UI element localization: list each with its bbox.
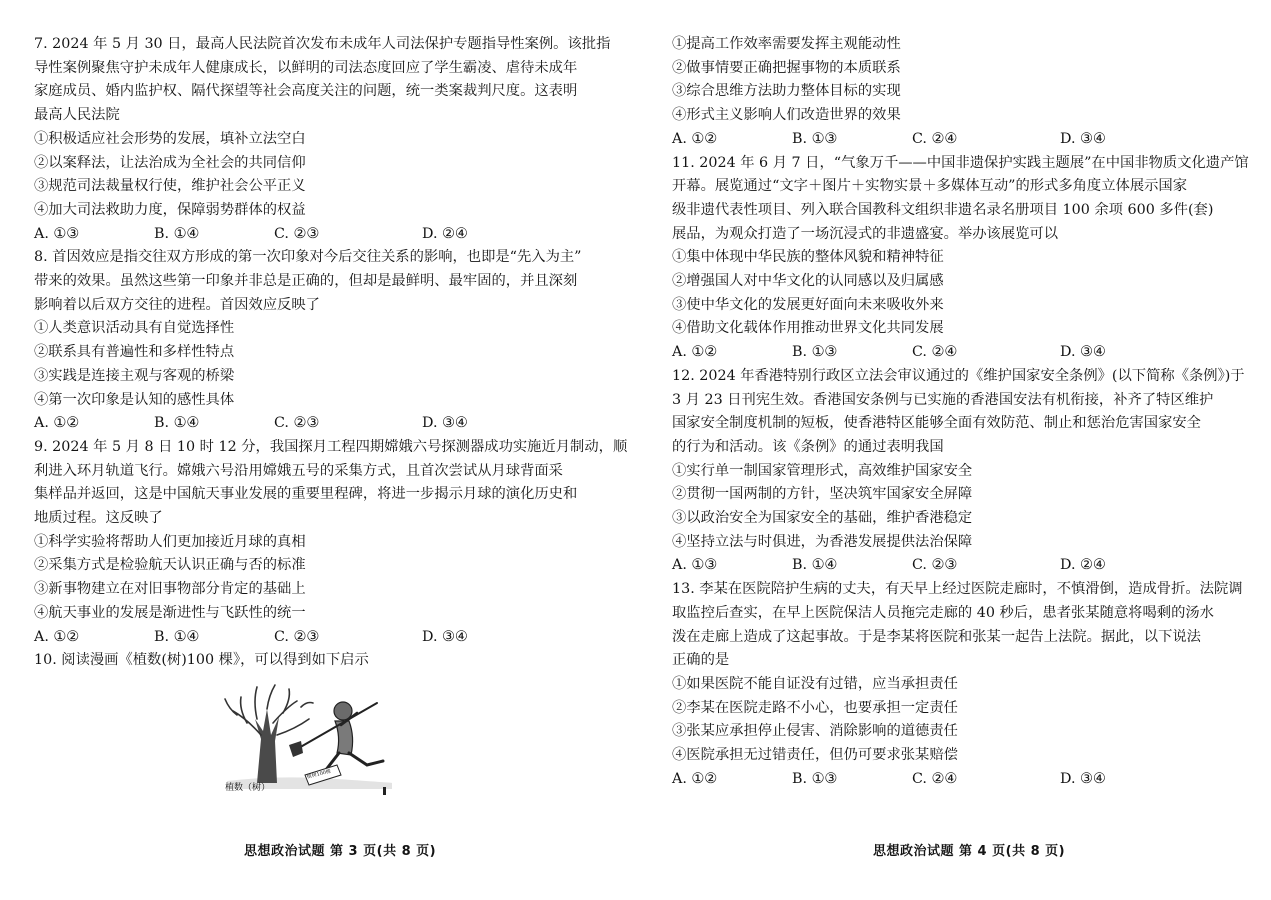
question-text-line: 地质过程。这反映了 [34, 510, 163, 527]
answer-choices [672, 768, 1242, 792]
statement-option: ①科学实验将帮助人们更加接近月球的真相 [34, 533, 306, 550]
statement-option: ④借助文化载体作用推动世界文化共同发展 [672, 320, 944, 337]
question-9 [34, 436, 628, 649]
answer-choice-d: D. ②④ [1060, 557, 1106, 574]
answer-choice-c: C. ②③ [274, 628, 320, 645]
question-text-line: 10. 阅读漫画《植数(树)100 棵》，可以得到如下启示 [34, 652, 369, 669]
answer-choices [34, 626, 604, 650]
page-footer-left: 思想政治试题 第 3 页(共 8 页) [244, 844, 437, 859]
comic-illustration [217, 679, 397, 799]
question-text-line: 最高人民法院 [34, 107, 120, 124]
statement-option: ③使中华文化的发展更好面向未来吸收外来 [672, 296, 944, 313]
question-13 [672, 578, 1242, 791]
statement-option: ①提高工作效率需要发挥主观能动性 [672, 36, 901, 52]
statement-option: ②联系具有普遍性和多样性特点 [34, 344, 235, 361]
question-text-line: 导性案例聚焦守护未成年人健康成长，以鲜明的司法态度回应了学生霸凌、虐待未成年 [34, 59, 578, 76]
question-text-line: 7. 2024 年 5 月 30 日，最高人民法院首次发布未成年人司法保护专题指导性案例。该批指 [34, 36, 611, 52]
comic-caption: 植数（树） [225, 782, 271, 793]
question-text-line: 影响着以后双方交往的进程。首因效应反映了 [34, 296, 320, 313]
answer-choice-a: A. ①② [672, 344, 718, 361]
question-text-line: 正确的是 [672, 652, 730, 669]
statement-option: ④第一次印象是认知的感性具体 [34, 391, 235, 408]
answer-choice-c: C. ②④ [912, 770, 958, 787]
question-12 [672, 365, 1245, 578]
statement-option: ①积极适应社会形势的发展，填补立法空白 [34, 130, 306, 147]
question-text-line: 的行为和活动。该《条例》的通过表明我国 [672, 438, 944, 455]
question-text-line: 带来的效果。虽然这些第一印象并非总是正确的，但却是最鲜明、最牢固的，并且深刻 [34, 273, 578, 290]
statement-option: ③张某应承担停止侵害、消除影响的道德责任 [672, 723, 958, 740]
answer-choice-d: D. ③④ [422, 628, 468, 645]
statement-option: ④形式主义影响人们改造世界的效果 [672, 107, 901, 124]
answer-choice-d: D. ③④ [1060, 344, 1106, 361]
question-7 [34, 33, 611, 246]
question-text-line: 13. 李某在医院陪护生病的丈夫，有天早上经过医院走廊时，不慎滑倒，造成骨折。法院调 [672, 581, 1243, 598]
answer-choice-c: C. ②③ [274, 225, 320, 242]
answer-choice-a: A. ①② [672, 130, 718, 147]
answer-choice-b: B. ①④ [154, 415, 200, 432]
answer-choices [672, 128, 1242, 152]
answer-choice-d: D. ③④ [1060, 770, 1106, 787]
answer-choice-b: B. ①③ [792, 130, 838, 147]
answer-choices [34, 223, 604, 247]
right-page [672, 33, 1249, 792]
statement-option: ②做事情要正确把握事物的本质联系 [672, 59, 901, 76]
question-text-line: 3 月 23 日刊宪生效。香港国安条例与已实施的香港国安法有机衔接，补齐了特区维护 [672, 391, 1214, 408]
question-text-line: 9. 2024 年 5 月 8 日 10 时 12 分，我国探月工程四期嫦娥六号探测器成功实施近月制动，顺 [34, 438, 628, 455]
answer-choice-a: A. ①② [34, 628, 80, 645]
statement-option: ①人类意识活动具有自觉选择性 [34, 320, 235, 337]
question-text-line: 取监控后查实，在早上医院保洁人员拖完走廊的 40 秒后，患者张某随意将喝剩的汤水 [672, 604, 1214, 621]
question-text-line: 家庭成员、婚内监护权、隔代探望等社会高度关注的问题，统一类案裁判尺度。这表明 [34, 83, 578, 100]
statement-option: ④加大司法救助力度，保障弱势群体的权益 [34, 201, 306, 218]
answer-choice-d: D. ③④ [422, 415, 468, 432]
question-text-line: 级非遗代表性项目、列入联合国教科文组织非遗名录名册项目 100 余项 600 多件(套) [672, 201, 1214, 218]
answer-choices [672, 341, 1242, 365]
statement-option: ③以政治安全为国家安全的基础，维护香港稳定 [672, 510, 973, 527]
statement-option: ③实践是连接主观与客观的桥梁 [34, 367, 235, 384]
answer-choices [672, 554, 1242, 578]
statement-option: ②以案释法，让法治成为全社会的共同信仰 [34, 154, 306, 171]
statement-option: ④航天事业的发展是渐进性与飞跃性的统一 [34, 604, 306, 621]
question-text-line: 集样品并返回，这是中国航天事业发展的重要里程碑，将进一步揭示月球的演化历史和 [34, 486, 578, 503]
statement-option: ②李某在医院走路不小心，也要承担一定责任 [672, 699, 958, 716]
answer-choices [34, 412, 604, 436]
question-text-line: 泼在走廊上造成了这起事故。于是李某将医院和张某一起告上法院。据此，以下说法 [672, 628, 1201, 645]
statement-option: ②采集方式是检验航天认识正确与否的标准 [34, 557, 306, 574]
answer-choice-a: A. ①③ [34, 225, 80, 242]
answer-choice-a: A. ①② [34, 415, 80, 432]
statement-option: ②增强国人对中华文化的认同感以及归属感 [672, 273, 944, 290]
answer-choice-b: B. ①④ [154, 628, 200, 645]
question-text-line: 展品，为观众打造了一场沉浸式的非遗盛宴。举办该展览可以 [672, 225, 1059, 242]
answer-choice-c: C. ②③ [274, 415, 320, 432]
question-10-continued [672, 33, 1242, 152]
answer-choice-d: D. ③④ [1060, 130, 1106, 147]
statement-option: ①如果医院不能自证没有过错，应当承担责任 [672, 675, 958, 692]
question-11 [672, 152, 1249, 365]
question-text-line: 利进入环月轨道飞行。嫦娥六号沿用嫦娥五号的采集方式，且首次尝试从月球背面采 [34, 462, 563, 479]
question-text-line: 开幕。展览通过“文字＋图片＋实物实景＋多媒体互动”的形式多角度立体展示国家 [672, 178, 1188, 195]
statement-option: ③规范司法裁量权行使，维护社会公平正义 [34, 178, 306, 195]
answer-choice-c: C. ②④ [912, 130, 958, 147]
comic-sign-text: 植树100棵 [306, 768, 332, 781]
statement-option: ④医院承担无过错责任，但仍可要求张某赔偿 [672, 747, 958, 764]
left-page [34, 33, 628, 799]
answer-choice-b: B. ①③ [792, 770, 838, 787]
question-10 [34, 649, 604, 799]
statement-option: ②贯彻一国两制的方针，坚决筑牢国家安全屏障 [672, 486, 973, 503]
question-text-line: 8. 首因效应是指交往双方形成的第一次印象对今后交往关系的影响，也即是“先入为主” [34, 249, 582, 266]
answer-choice-d: D. ②④ [422, 225, 468, 242]
statement-option: ③新事物建立在对旧事物部分肯定的基础上 [34, 581, 306, 598]
answer-choice-b: B. ①③ [792, 344, 838, 361]
answer-choice-c: C. ②③ [912, 557, 958, 574]
question-text-line: 11. 2024 年 6 月 7 日，“气象万千——中国非遗保护实践主题展”在中国非物质文化遗产馆 [672, 154, 1249, 171]
page-footer-right: 思想政治试题 第 4 页(共 8 页) [873, 844, 1066, 859]
answer-choice-c: C. ②④ [912, 344, 958, 361]
question-8 [34, 246, 604, 436]
answer-choice-a: A. ①② [672, 770, 718, 787]
statement-option: ①集中体现中华民族的整体风貌和精神特征 [672, 249, 944, 266]
statement-option: ④坚持立法与时俱进，为香港发展提供法治保障 [672, 533, 973, 550]
question-text-line: 12. 2024 年香港特别行政区立法会审议通过的《维护国家安全条例》(以下简称《条例》)于 [672, 367, 1245, 384]
statement-option: ①实行单一制国家管理形式，高效维护国家安全 [672, 462, 973, 479]
statement-option: ③综合思维方法助力整体目标的实现 [672, 83, 901, 100]
question-text-line: 国家安全制度机制的短板，使香港特区能够全面有效防范、制止和惩治危害国家安全 [672, 415, 1201, 432]
answer-choice-a: A. ①③ [672, 557, 718, 574]
answer-choice-b: B. ①④ [792, 557, 838, 574]
answer-choice-b: B. ①④ [154, 225, 200, 242]
